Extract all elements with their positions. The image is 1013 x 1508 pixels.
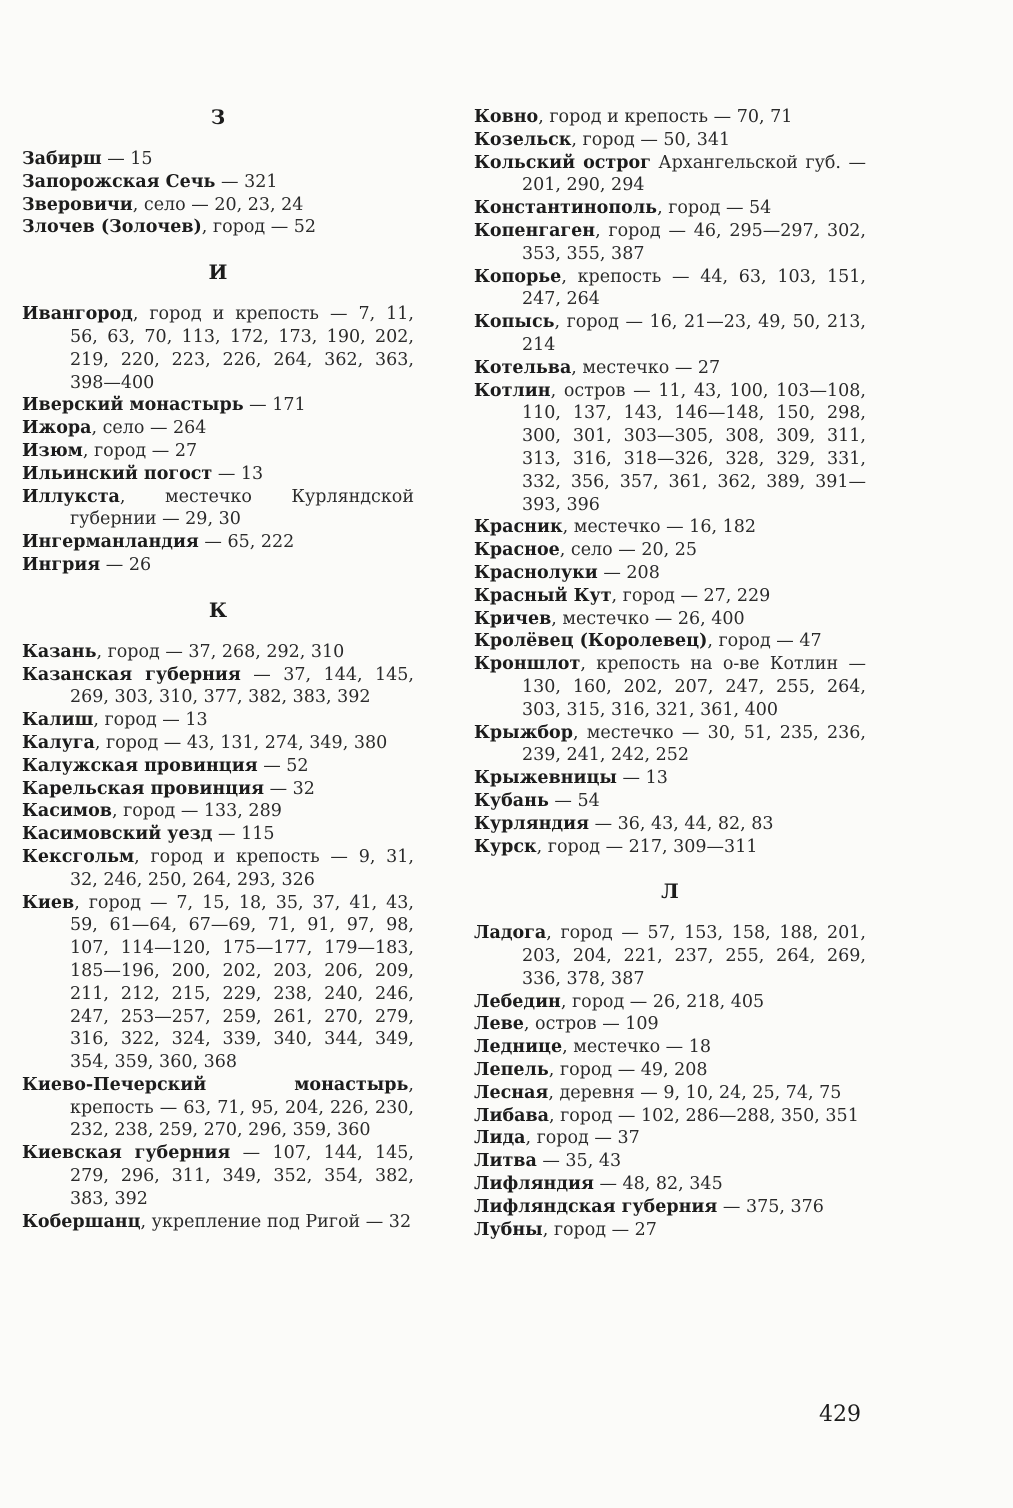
- index-entry: [474, 129, 866, 152]
- index-entry-term: Копенгаген: [474, 220, 596, 241]
- section-letter-heading: К: [208, 597, 228, 622]
- index-entry-pages: , город — 46, 295—297, 302, 353, 355, 387: [522, 220, 866, 264]
- index-entry-term: Ильинский погост: [22, 463, 213, 484]
- index-entry-pages: , местечко — 18: [562, 1037, 711, 1058]
- index-entry-term: Лифляндская губерния: [474, 1196, 718, 1217]
- index-entry-pages: — 15: [101, 149, 153, 169]
- index-entry-pages: , город — 47: [707, 631, 822, 652]
- index-entry: [474, 608, 866, 631]
- index-entry-term: Казань: [22, 641, 97, 662]
- index-entry-term: Калиш: [22, 710, 94, 731]
- index-entry: [474, 767, 866, 790]
- index-entry-term: Калуга: [22, 732, 95, 753]
- index-entry-term: Иллукста: [22, 486, 120, 507]
- index-entry-pages: , село — 20, 23, 24: [132, 194, 304, 215]
- index-entry-term: Красник: [474, 517, 563, 538]
- index-entry-pages: , город — 133, 289: [111, 801, 282, 822]
- index-entry: [22, 1211, 414, 1234]
- index-entry-term: Забирш: [22, 149, 102, 169]
- index-entry: [22, 1142, 414, 1210]
- index-entry-pages: — 375, 376: [717, 1196, 824, 1217]
- index-entry-term: Красное: [474, 540, 560, 561]
- index-entry: [474, 539, 866, 562]
- index-entry-pages: , местечко — 27: [571, 357, 721, 378]
- index-entry-pages: — 54: [548, 790, 600, 811]
- index-entry-term: Киев: [22, 892, 75, 913]
- index-entry: [22, 641, 414, 664]
- index-entry-term: Константинополь: [474, 198, 658, 219]
- index-entry-pages: , город и крепость — 70, 71: [538, 107, 793, 127]
- index-entry-pages: — 321: [215, 171, 278, 192]
- index-entry: [474, 813, 866, 836]
- index-entry-term: Запорожская Сечь: [22, 171, 216, 192]
- index-entry: [22, 892, 414, 1074]
- index-entry: [22, 823, 414, 846]
- index-entry: [474, 1059, 866, 1082]
- index-entry: [22, 303, 414, 394]
- index-entry-pages: , город — 37: [525, 1128, 640, 1149]
- index-entry-term: Кричев: [474, 608, 552, 629]
- index-entry: [22, 216, 414, 239]
- index-entry-pages: — 65, 222: [198, 532, 295, 553]
- index-entry-pages: , крепость на о-ве Котлин — 130, 160, 202, 207, 247, 255, 264, 303, 315, 316, 321, 361, 400: [522, 654, 866, 720]
- index-entry: [474, 653, 866, 721]
- page-number: 429: [819, 1402, 861, 1427]
- index-entry-term: Литва: [474, 1151, 537, 1172]
- index-entry: [474, 311, 866, 357]
- index-entry-term: Лифляндия: [474, 1174, 594, 1195]
- index-entry-pages: , город — 217, 309—311: [536, 836, 758, 857]
- index-entry-pages: — 35, 43: [536, 1151, 622, 1172]
- index-entry-pages: , местечко — 30, 51, 235, 236, 239, 241, 242, 252: [522, 722, 866, 766]
- index-entry-term: Злочев (Золочев): [22, 217, 202, 238]
- index-entry: [474, 1196, 866, 1219]
- index-entry: [22, 417, 414, 440]
- index-entry-term: Кубань: [474, 790, 549, 811]
- index-entry-term: Зверовичи: [22, 194, 133, 215]
- index-entry: [22, 554, 414, 577]
- index-entry-pages: , город — 13: [93, 710, 208, 731]
- index-entry: [474, 106, 866, 129]
- index-entry-pages: , город — 27: [542, 1219, 657, 1240]
- section-letter-heading: Л: [661, 879, 679, 904]
- index-entry-pages: , остров — 11, 43, 100, 103—108, 110, 137, 143, 146—148, 150, 298, 300, 301, 303—305, 308, 309, 311, 313, 316, 318—326, 328, 329, 331, 332, 356, 357, 361, 362, 389, 391—393, 396: [522, 380, 866, 515]
- index-entry-pages: Архангельской губ. — 201, 290, 294: [522, 152, 866, 196]
- index-entry: [474, 1173, 866, 1196]
- index-entry-pages: , укрепление под Ригой — 32: [140, 1211, 412, 1232]
- index-entry-pages: , город — 49, 208: [548, 1060, 708, 1081]
- index-entry: [22, 1074, 414, 1142]
- index-entry-term: Ладога: [474, 923, 547, 944]
- index-entry-term: Леве: [474, 1014, 524, 1035]
- index-entry-term: Краснолуки: [474, 562, 598, 583]
- index-entry: [474, 152, 866, 198]
- index-entry: [474, 266, 866, 312]
- index-entry-pages: — 26: [100, 554, 152, 575]
- index-entry-term: Карельская провинция: [22, 778, 265, 799]
- index-entry: [474, 1036, 866, 1059]
- index-entry-pages: — 32: [264, 778, 315, 799]
- index-entry: [474, 516, 866, 539]
- index-entry: [474, 220, 866, 266]
- index-entry-term: Казанская губерния: [22, 664, 241, 685]
- index-entry-term: Ингрия: [22, 554, 101, 575]
- index-entry: [22, 732, 414, 755]
- index-entry-pages: , город — 37, 268, 292, 310: [96, 641, 345, 662]
- index-entry-pages: — 13: [616, 768, 668, 789]
- index-entry-term: Котельва: [474, 357, 572, 378]
- index-entry-term: Калужская провинция: [22, 755, 258, 776]
- index-entry: [474, 1150, 866, 1173]
- index-entry: [474, 197, 866, 220]
- index-entry: [474, 790, 866, 813]
- index-entry-term: Курляндия: [474, 813, 590, 834]
- index-entry: [22, 171, 414, 194]
- index-entry-pages: , местечко Курляндской губернии — 29, 30: [70, 486, 414, 530]
- index-entry: [474, 357, 866, 380]
- index-entry-pages: , город — 43, 131, 274, 349, 380: [94, 732, 388, 753]
- index-entry-term: Лепель: [474, 1060, 549, 1081]
- index-entry-term: Леднице: [474, 1037, 563, 1058]
- index-entry-pages: , город — 27: [82, 440, 198, 461]
- index-entry: [22, 800, 414, 823]
- index-entry-term: Ижора: [22, 418, 92, 439]
- index-entry-term: Котлин: [474, 380, 551, 401]
- index-entry-pages: — 37, 144, 145, 269, 303, 310, 377, 382, 383, 392: [70, 664, 414, 708]
- section-gap: [22, 239, 414, 261]
- index-entry: [22, 463, 414, 486]
- index-entry-pages: , город и крепость — 7, 11, 56, 63, 70, 113, 172, 173, 190, 202, 219, 220, 223, 226, 264, 362, 363, 398—400: [70, 304, 414, 393]
- index-entry: [22, 486, 414, 532]
- index-entry: [22, 440, 414, 463]
- index-entry: [474, 836, 866, 859]
- index-entry-term: Крыжбор: [474, 722, 573, 743]
- index-entry: [474, 722, 866, 768]
- index-column-right: [474, 106, 866, 1241]
- index-entry-term: Кролёвец (Королевец): [474, 631, 708, 652]
- index-entry-pages: , крепость — 63, 71, 95, 204, 226, 230, 232, 238, 259, 270, 296, 359, 360: [70, 1074, 414, 1141]
- index-entry-pages: — 36, 43, 44, 82, 83: [589, 813, 774, 834]
- index-entry-term: Киево-Печерский монастырь: [22, 1074, 409, 1095]
- index-entry: [22, 394, 414, 417]
- index-entry-pages: — 171: [243, 395, 306, 416]
- index-entry-term: Кольский острог: [474, 152, 651, 173]
- index-entry-term: Касимовский уезд: [22, 824, 213, 845]
- index-entry: [22, 664, 414, 710]
- index-entry-pages: , город — 27, 229: [611, 585, 771, 606]
- index-entry: [474, 922, 866, 990]
- index-entry: [474, 1105, 866, 1128]
- index-entry-pages: — 48, 82, 345: [593, 1174, 723, 1195]
- index-entry: [474, 562, 866, 585]
- index-entry-term: Иверский монастырь: [22, 395, 244, 416]
- index-entry-pages: , город и крепость — 9, 31, 32, 246, 250, 264, 293, 326: [70, 846, 414, 890]
- index-entry-pages: , город — 102, 286—288, 350, 351: [548, 1105, 859, 1126]
- index-entry: [474, 991, 866, 1014]
- index-entry-term: Лесная: [474, 1082, 549, 1103]
- index-entry: [22, 148, 414, 171]
- index-entry-term: Лебедин: [474, 991, 561, 1012]
- index-entry-pages: , город — 54: [657, 198, 772, 219]
- index-entry-term: Кроншлот: [474, 654, 581, 675]
- index-entry-term: Козельск: [474, 129, 572, 150]
- index-entry: [22, 778, 414, 801]
- index-entry-pages: , город — 57, 153, 158, 188, 201, 203, 204, 221, 237, 255, 264, 269, 336, 378, 387: [522, 923, 866, 989]
- index-entry-term: Изюм: [22, 440, 83, 461]
- index-entry-pages: , село — 20, 25: [559, 540, 697, 561]
- index-entry-term: Киевская губерния: [22, 1143, 231, 1164]
- index-entry-pages: , город — 7, 15, 18, 35, 37, 41, 43, 59, 61—64, 67—69, 71, 91, 97, 98, 107, 114—120, 175—177, 179—183, 185—196, 200, 202, 203, 206, 209, 211, 212, 215, 229, 238, 240, 246, 247, 253—257, 259, 261, 270, 279, 316, 322, 324, 339, 340, 344, 349, 354, 359, 360, 368: [70, 892, 414, 1073]
- index-entry-term: Либава: [474, 1105, 549, 1126]
- section-gap: [474, 858, 866, 880]
- index-entry-term: Ингерманландия: [22, 532, 199, 553]
- index-entry-term: Ивангород: [22, 304, 133, 325]
- index-entry-pages: , крепость — 44, 63, 103, 151, 247, 264: [522, 266, 866, 310]
- index-entry-term: Копорье: [474, 266, 562, 287]
- section-letter-heading: З: [210, 105, 226, 129]
- index-entry: [474, 380, 866, 517]
- index-entry-pages: — 208: [597, 562, 660, 583]
- index-entry-term: Лида: [474, 1128, 526, 1149]
- index-entry-term: Копысь: [474, 312, 555, 333]
- index-entry-pages: , город — 50, 341: [571, 129, 731, 150]
- index-entry: [474, 585, 866, 608]
- index-entry-term: Лубны: [474, 1219, 543, 1240]
- section-letter-heading: И: [208, 260, 228, 285]
- index-entry: [474, 1013, 866, 1036]
- index-entry: [474, 1219, 866, 1242]
- index-entry: [474, 630, 866, 653]
- index-entry-pages: , город — 26, 218, 405: [560, 991, 765, 1012]
- index-entry-pages: , город — 16, 21—23, 49, 50, 213, 214: [522, 312, 866, 355]
- index-entry-term: Красный Кут: [474, 585, 612, 606]
- index-entry-pages: , деревня — 9, 10, 24, 25, 74, 75: [548, 1082, 842, 1103]
- index-entry-term: Касимов: [22, 801, 112, 822]
- index-column-left: [22, 106, 414, 1233]
- index-entry: [22, 755, 414, 778]
- section-gap: [22, 577, 414, 599]
- index-entry-pages: , местечко — 16, 182: [562, 517, 756, 538]
- index-entry: [22, 531, 414, 554]
- index-entry-term: Кексгольм: [22, 846, 135, 867]
- index-entry-term: Ковно: [474, 107, 539, 127]
- index-entry: [22, 194, 414, 217]
- index-entry-pages: — 52: [257, 755, 309, 776]
- index-entry-pages: , остров — 109: [523, 1014, 659, 1035]
- index-entry-term: Крыжевницы: [474, 768, 617, 789]
- index-entry-pages: — 107, 144, 145, 279, 296, 311, 349, 352, 354, 382, 383, 392: [70, 1143, 414, 1209]
- index-entry-pages: , село — 264: [91, 418, 207, 439]
- index-entry: [474, 1127, 866, 1150]
- index-entry-term: Курск: [474, 836, 537, 857]
- index-entry-pages: — 115: [212, 824, 275, 845]
- index-entry-pages: , местечко — 26, 400: [551, 608, 745, 629]
- index-entry: [474, 1082, 866, 1105]
- index-entry: [22, 846, 414, 892]
- index-entry: [22, 709, 414, 732]
- index-entry-pages: , город — 52: [201, 217, 317, 238]
- index-entry-term: Кобершанц: [22, 1211, 141, 1232]
- index-entry-pages: — 13: [212, 463, 264, 484]
